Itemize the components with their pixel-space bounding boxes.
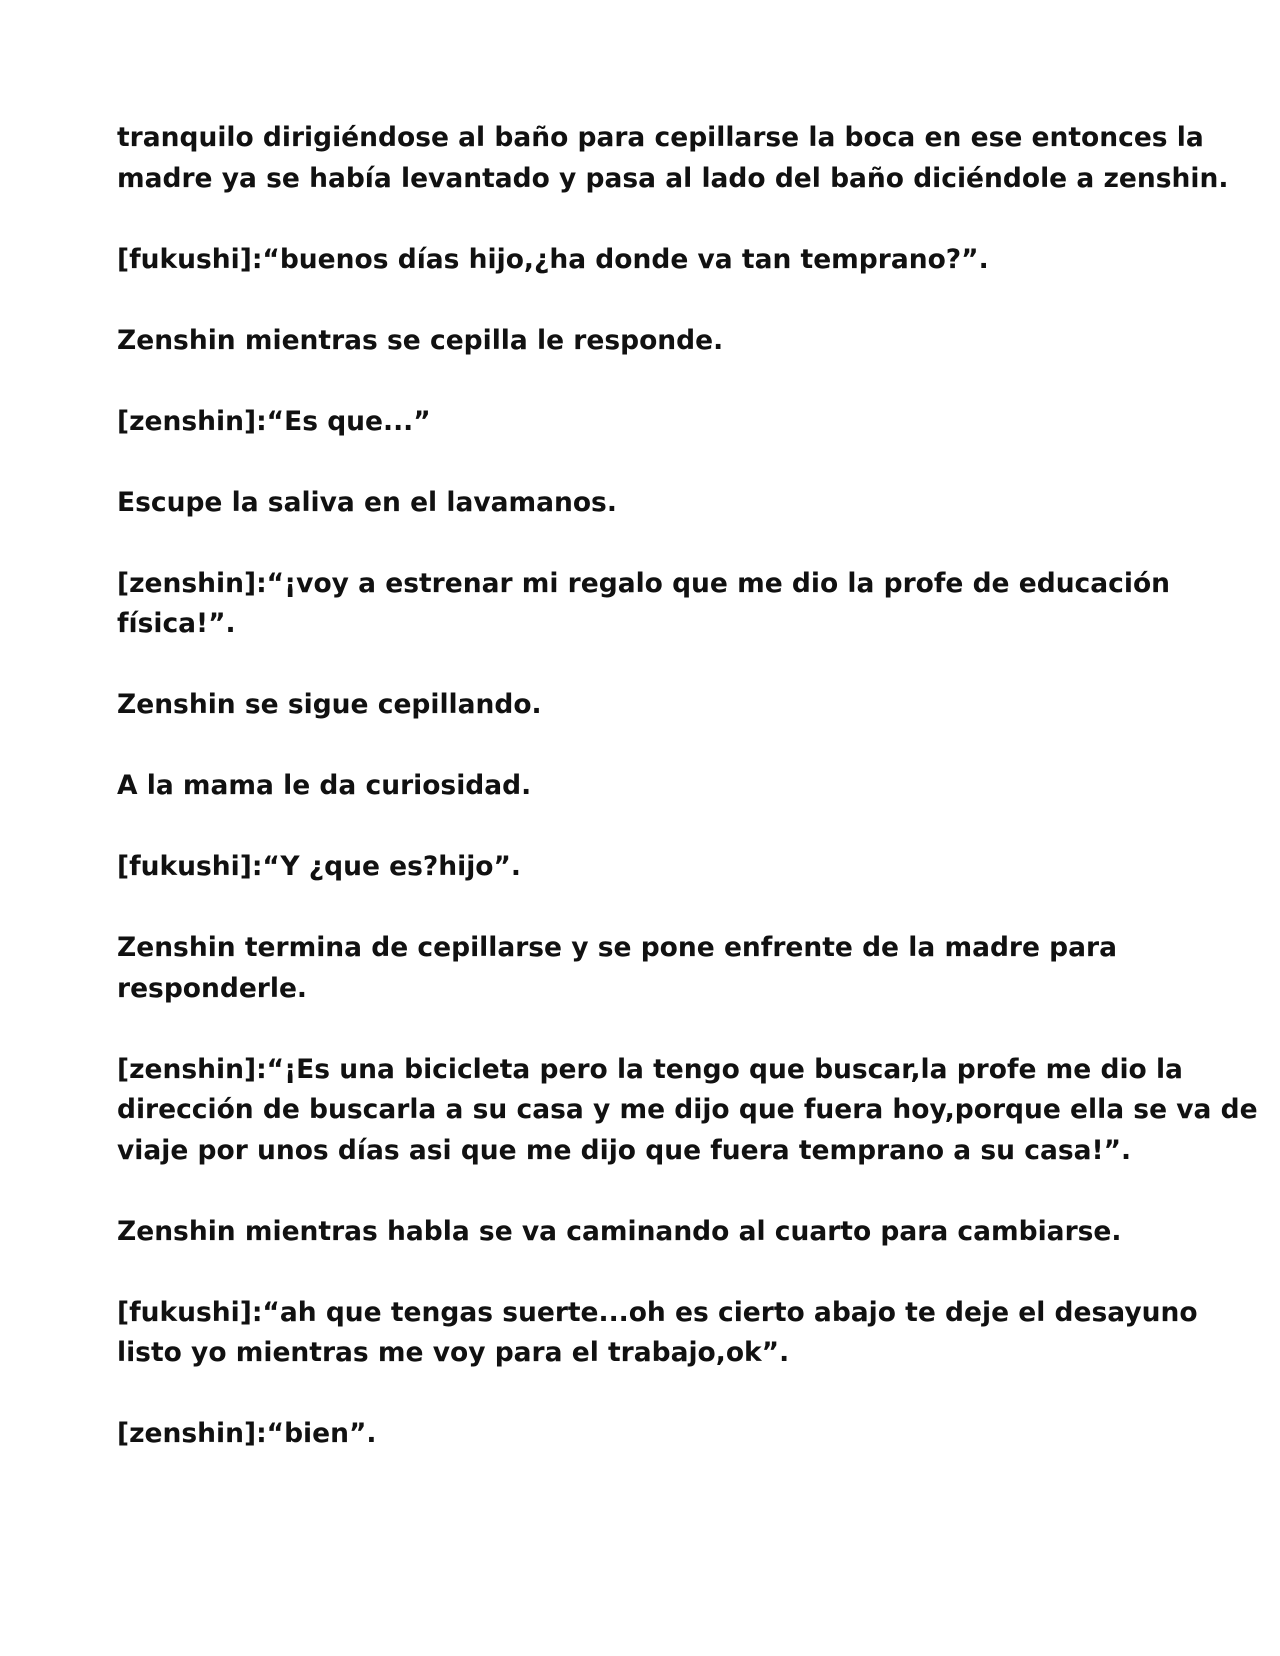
paragraph (117, 1293, 1198, 1374)
text-line: Zenshin termina de cepillarse y se pone enfrente de la madre para (117, 932, 1117, 963)
text-line: A la mama le da curiosidad. (117, 770, 532, 801)
paragraph (117, 928, 1177, 1009)
text-line: [zenshin]:“bien”. (117, 1418, 377, 1449)
text-line: dirección de buscarla a su casa y me dijo que fuera hoy,porque ella se va de (117, 1094, 1258, 1125)
paragraph (117, 321, 1177, 362)
paragraph (117, 240, 1177, 281)
text-line: Escupe la saliva en el lavamanos. (117, 486, 617, 518)
text-line: [fukushi]:“buenos días hijo,¿ha donde va tan temprano?”. (117, 243, 989, 275)
paragraph (117, 402, 1177, 443)
text-line: responderle. (117, 972, 307, 1004)
paragraph (117, 118, 1229, 199)
text-line: [zenshin]:“Es que...” (117, 405, 431, 437)
text-line: física!”. (117, 608, 236, 639)
text-line: madre ya se había levantado y pasa al lado del baño diciéndole a zenshin. (117, 162, 1229, 194)
paragraph (117, 483, 1177, 524)
text-line: listo yo mientras me voy para el trabajo,ok”. (117, 1337, 790, 1368)
paragraph (117, 1212, 1177, 1253)
text-line: tranquilo dirigiéndose al baño para cepillarse la boca en ese entonces la (117, 122, 1204, 153)
text-line: viaje por unos días asi que me dijo que fuera temprano a su casa!”. (117, 1134, 1132, 1166)
text-line: [fukushi]:“Y ¿que es?hijo”. (117, 851, 521, 882)
paragraph (117, 766, 1177, 807)
paragraph (117, 685, 1177, 726)
text-line: Zenshin se sigue cepillando. (117, 689, 542, 720)
text-line: [zenshin]:“¡voy a estrenar mi regalo que me dio la profe de educación (117, 567, 1171, 599)
paragraph (117, 1414, 1177, 1455)
paragraph (117, 1050, 1258, 1172)
text-line: [fukushi]:“ah que tengas suerte...oh es cierto abajo te deje el desayuno (117, 1296, 1198, 1328)
text-line: [zenshin]:“¡Es una bicicleta pero la tengo que buscar,la profe me dio la (117, 1053, 1183, 1085)
paragraph (117, 847, 1177, 888)
text-line: Zenshin mientras habla se va caminando al cuarto para cambiarse. (117, 1215, 1122, 1247)
paragraph (117, 564, 1177, 645)
text-line: Zenshin mientras se cepilla le responde. (117, 324, 724, 356)
document-body (117, 118, 1258, 1495)
